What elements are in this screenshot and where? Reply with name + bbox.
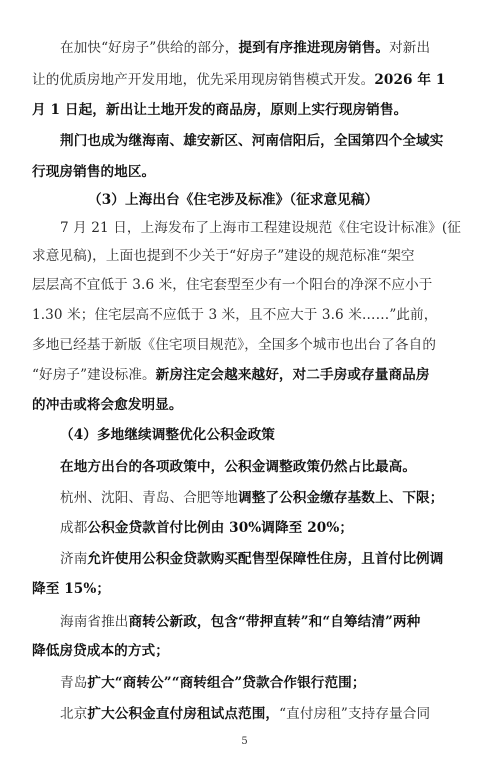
text-line [0,518,489,538]
bold-text-segment: 降至 15%； [32,581,111,597]
text-line [0,579,489,599]
text-line [0,246,489,266]
text-line [0,335,489,355]
text-segment: “直付房租”支持存量合同 [279,706,431,722]
text-line [0,365,489,385]
text-segment: 在加快“好房子”供给的部分， [60,40,239,56]
text-segment: 让的优质房地产开发用地，优先采用现房销售模式开发。 [32,72,375,88]
text-line [0,275,489,295]
bold-text-segment: 荆门也成为继海南、雄安新区、河南信阳后，全国第四个全域实 [60,133,444,149]
text-segment: 青岛 [60,675,88,691]
bold-text-segment: 扩大“商转公”“商转组合”贷款合作银行范围； [87,675,366,691]
text-line [0,38,489,58]
text-line [0,488,489,508]
text-line [0,612,489,632]
bold-text-segment: 公积金贷款首付比例由 30%调降至 20%； [87,520,354,536]
bold-text-segment: （3）上海出台《住宅涉及标准》（征求意见稿） [88,192,379,208]
bold-text-segment: （4）多地继续调整优化公积金政策 [60,427,275,443]
bold-text-segment: 月 1 日起，新出让土地开发的商品房，原则上实行现房销售。 [32,102,408,118]
bold-text-segment: 扩大公积金直付房租试点范围， [87,706,280,722]
text-segment: 1.30 米；住宅层高不应低于 3 米，且不应大于 3.6 米……”此前， [32,307,438,323]
text-segment: 对新出 [389,40,431,56]
text-line [0,641,489,661]
text-segment: 海南省推出 [60,614,129,630]
text-segment: “好房子”建设标准。 [32,367,156,383]
text-segment: 北京 [60,706,88,722]
text-line [0,425,489,445]
bold-text-segment: 允许使用公积金贷款购买配售型保障性住房，且首付比例调 [87,551,444,567]
page-number: 5 [241,736,248,747]
bold-text-segment: 2026 年 1 [374,72,446,88]
text-segment: 杭州、沈阳、青岛、合肥等地 [60,490,239,506]
text-segment: 7 月 21 日，上海发布了上海市工程建设规范《住宅设计标准》(征 [60,220,461,236]
text-line [0,131,489,151]
text-line [0,549,489,569]
text-line [0,704,489,724]
bold-text-segment: 商转公新政，包含“带押直转”和“自筹结清”两种 [128,614,421,630]
text-line [0,70,489,90]
text-line [0,395,489,415]
bold-text-segment: 在地方出台的各项政策中，公积金调整政策仍然占比最高。 [60,459,417,475]
text-line [0,218,489,238]
text-segment: 多地已经基于新版《住宅项目规范》，全国多个城市也出台了各自的 [32,337,437,353]
text-line [0,100,489,120]
text-segment: 济南 [60,551,88,567]
text-segment: 求意见稿)，上面也提到不少关于“好房子”建设的规范标准“架空 [32,248,415,264]
text-line [0,162,489,182]
bold-text-segment: 新房注定会越来越好，对二手房或存量商品房 [155,367,430,383]
bold-text-segment: 行现房销售的地区。 [32,164,156,180]
bold-text-segment: 的冲击或将会愈发明显。 [32,397,183,413]
text-line [0,457,489,477]
text-line [0,673,489,693]
bold-text-segment: 提到有序推进现房销售。 [238,40,390,56]
bold-text-segment: 调整了公积金缴存基数上、下限； [238,490,444,506]
text-line [0,190,489,210]
text-segment: 层层高不宜低于 3.6 米，住宅套型至少有一个阳台的净深不应小于 [32,277,433,293]
bold-text-segment: 降低房贷成本的方式； [32,643,169,659]
text-line [0,305,489,325]
text-segment: 成都 [60,520,88,536]
